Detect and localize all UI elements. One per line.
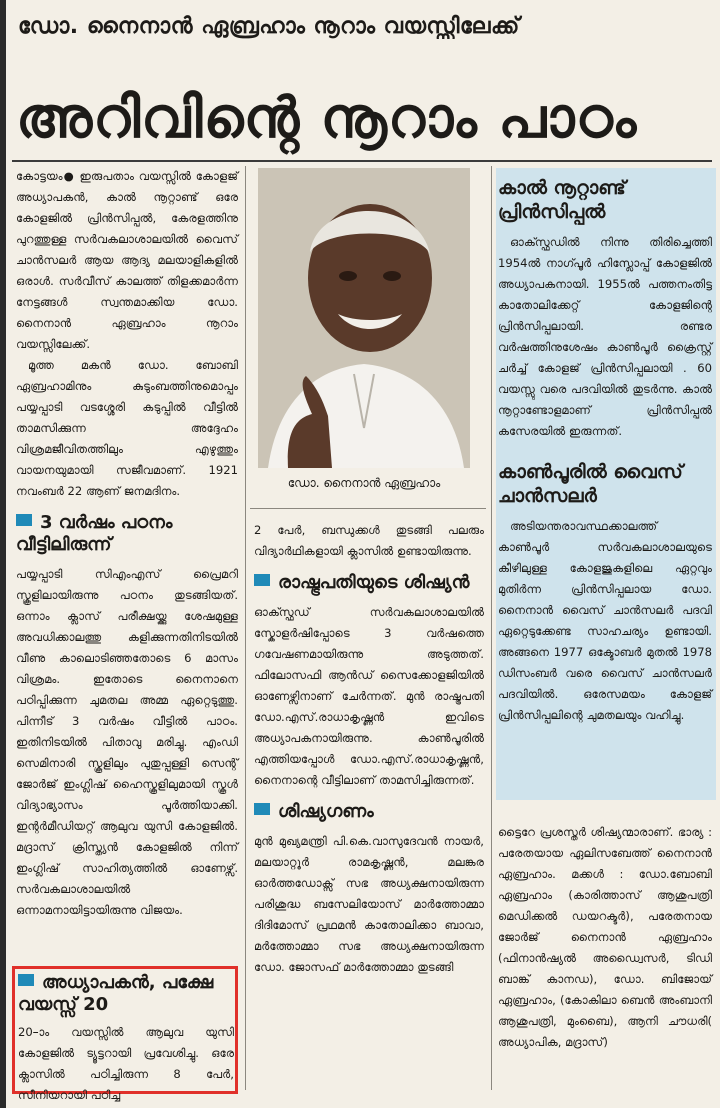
- body-paragraph: ഓക്സ്ഫഡ് സർവകലാശാലയിൽ സ്കോളർഷിപ്പോടെ 3 വർഷത്തെ ഗവേഷണമായിരുന്നു അടുത്തത്. ഫിലോസഫി ആൻഡ് സൈക്കോളജിയിൽ ഓണേഴ്സിനാണ് ചേർന്നത്. മുൻ രാഷ്ട്രപതി ഡോ.എസ്.രാധാകൃഷ്ണൻ ഇവിടെ അധ്യാപകനായിരുന്നു. കാൺപൂരിൽ എത്തിയപ്പോൾ ഡോ.എസ്.രാധാകൃഷ്ണൻ, നൈനാന്റെ വീട്ടിലാണ് താമസിച്ചിരുന്നത്.: [254, 605, 484, 787]
- square-bullet-icon: [16, 514, 32, 526]
- body-paragraph: ട്ടൈറേ പ്രശസ്തർ ശിഷ്യന്മാരാണ്. ഭാര്യ : പരേതയായ ഏലിസബേത്ത് നൈനാൻ ഏബ്രഹാം. മക്കൾ : ഡോ.ബോബി ഏബ്രഹാം (കാരിത്താസ് ആശുപത്രി മെഡിക്കൽ ഡയറക്ടർ), പരേതനായ ജോർജ് നൈനാൻ ഏബ്രഹാം (ഫിനാൻഷ്യൽ അഡ്വൈസർ, ടിഡി ബാങ്ക് കാനഡ), ഡോ. ബിജോയ് ഏബ്രഹാം, (കോകിലാ ബെൻ അംബാനി ആശുപത്രി, മുംബൈ), ആനി ചൗധരി( അധ്യാപിക, മദ്രാസ്): [498, 825, 712, 1049]
- highlight-box-content: [18, 972, 234, 1106]
- square-bullet-icon: [18, 974, 34, 986]
- intro-paragraph: കോട്ടയം● ഇരുപതാം വയസ്സിൽ കോളജ് അധ്യാപകൻ, കാൽ നൂറ്റാണ്ട് ഒരേ കോളജിൽ പ്രിൻസിപ്പൽ, കേരളത്തിനു പുറത്തുള്ള സർവകലാശാലയിൽ വൈസ് ചാൻസലർ ആയ ആദ്യ മലയാളികളിൽ ഒരാൾ. സർവീസ് കാലത്ത് തിളക്കമാർന്ന നേട്ടങ്ങൾ സ്വന്തമാക്കിയ ഡോ. നൈനാൻ ഏബ്രഹാം നൂറാം വയസ്സിലേക്ക്.: [16, 169, 238, 351]
- intro-paragraph: മൂത്ത മകൻ ഡോ. ബോബി ഏബ്രഹാമിനും കുടുംബത്തിനുമൊപ്പം പയ്യപ്പാടി വടശ്ശേരി കടുപ്പിൽ വീട്ടിൽ താമസിക്കുന്ന അദ്ദേഹം വിശ്രമജീവിതത്തിലും എഴുത്തും വായനയുമായി സജീവമാണ്. 1921 നവംബർ 22 ആണ് ജനമദിനം.: [16, 358, 238, 498]
- column-3-closing: [498, 822, 712, 1053]
- column-divider: [491, 166, 492, 1090]
- caption-rule: [250, 508, 486, 509]
- portrait-photo: [258, 168, 470, 468]
- body-paragraph: 20–ാം വയസ്സിൽ ആലുവ യുസി കോളജിൽ ട്യൂട്ടറായി പ്രവേശിച്ചു. ഒരേ ക്ലാസിൽ പഠിച്ചിരുന്ന 8 പേർ, സീനിയറായി പഠിച്ച: [18, 1025, 234, 1102]
- subheading: [18, 972, 234, 1016]
- subheading: [16, 512, 238, 556]
- column-1: [16, 166, 238, 921]
- subheading: [254, 801, 484, 823]
- headline-rule: [12, 160, 712, 162]
- sidebar-paragraph: അടിയന്തരാവസ്ഥക്കാലത്ത് കാൺപൂർ സർവകലാശാലയുടെ കീഴിലുള്ള കോളജുകളിലെ ഏറ്റവും മുതിർന്ന പ്രിൻസിപ്പലായ ഡോ. നൈനാൻ വൈസ് ചാൻസലർ പദവി ഏറ്റെടുക്കേണ്ട സാഹചര്യം ഉണ്ടായി. അങ്ങനെ 1977 ഒക്ടോബർ മുതൽ 1978 ഡിസംബർ വരെ വൈസ് ചാൻസലർ പദവിയിൽ. ഒരേസമയം കോളജ് പ്രിൻസിപ്പലിന്റെ ചുമതലയും വഹിച്ചു.: [498, 519, 712, 722]
- column-2: [254, 520, 484, 978]
- subheading-text: രാഷ്ട്രപതിയുടെ ശിഷ്യൻ: [278, 572, 470, 593]
- square-bullet-icon: [254, 803, 270, 815]
- kicker-line: ഡോ. നൈനാൻ ഏബ്രഹാം നൂറാം വയസ്സിലേക്ക്: [18, 14, 520, 39]
- subheading-text: ശിഷ്യഗണം: [278, 801, 374, 822]
- column-3: [498, 176, 712, 726]
- page-edge: [0, 0, 6, 1108]
- body-paragraph: 2 പേർ, ബന്ധുക്കൾ തുടങ്ങി പലരും വിദ്യാർഥികളായി ക്ലാസിൽ ഉണ്ടായിരുന്നു.: [254, 523, 484, 558]
- body-paragraph: പയ്യപ്പാടി സിഎംഎസ് പ്രൈമറി സ്കൂളിലായിരുന്നു പഠനം തുടങ്ങിയത്. ഒന്നാം ക്ലാസ് പരീക്ഷയ്ക്കു ശേഷമുള്ള അവധിക്കാലത്തു കളിക്കുന്നതിനിടയിൽ വീണു കാലൊടിഞ്ഞതോടെ 6 മാസം വിശ്രമം. ഇതോടെ നൈനാനെ പഠിപ്പിക്കുന്ന ചുമതല അമ്മ ഏറ്റെടുത്തു. പിന്നീട് 3 വർഷം വീട്ടിൽ പാഠം. ഇതിനിടയിൽ പിതാവു മരിച്ചു. എംഡി സെമിനാരി സ്കൂളിലും പുതുപ്പള്ളി സെന്റ് ജോർജ് ഇംഗ്ലിഷ് ഹൈസ്കൂളിലുമായി സ്കൂൾ വിദ്യാഭ്യാസം പൂർത്തിയാക്കി. ഇന്റർമീഡിയറ്റ് ആലുവ യുസി കോളജിൽ. മദ്രാസ് ക്രിസ്ത്യൻ കോളജിൽ നിന്ന് ഇംഗ്ലിഷ് സാഹിത്യത്തിൽ ഓണേഴ്സ്. സർവകലാശാലയിൽ ഒന്നാമനായിട്ടായിരുന്നു വിജയം.: [16, 567, 238, 917]
- sidebar-paragraph: ഓക്സ്ഫഡിൽ നിന്നു തിരിച്ചെത്തി 1954ൽ നാഗ്പൂർ ഹിസ്ലോപ്പ് കോളജിൽ അധ്യാപകനായി. 1955ൽ പത്തനംതിട്ട കാതോലിക്കേറ്റ് കോളജിന്റെ പ്രിൻസിപ്പലായി. രണ്ടര വർഷത്തിനുശേഷം കാൺപൂർ ക്രൈസ്റ്റ് ചർച്ച് കോളജ് പ്രിൻസിപ്പലായി . 60 വയസ്സു വരെ പദവിയിൽ തുടർന്നു. കാൽ നൂറ്റാണ്ടോളമാണ് പ്രിൻസിപ്പൽ കസേരയിൽ ഇരുന്നത്.: [498, 235, 712, 438]
- subheading-text: 3 വർഷം പഠനം വീട്ടിലിരുന്ന്: [16, 512, 173, 555]
- sidebar-heading: കാൽ നൂറ്റാണ്ട് പ്രിൻസിപ്പൽ: [498, 177, 626, 223]
- sidebar-heading: കാൺപൂരിൽ വൈസ് ചാൻസലർ: [498, 461, 683, 507]
- portrait-illustration-icon: [258, 168, 470, 468]
- square-bullet-icon: [254, 574, 270, 586]
- column-divider: [245, 166, 246, 1090]
- headline: അറിവിന്റെ നൂറാം പാഠം: [16, 86, 638, 151]
- subheading: [254, 572, 484, 594]
- photo-caption: ഡോ. നൈനാൻ ഏബ്രഹാം: [287, 476, 441, 490]
- body-paragraph: മുൻ മുഖ്യമന്ത്രി പി.കെ.വാസുദേവൻ നായർ, മലയാറ്റൂർ രാമകൃഷ്ണൻ, മലങ്കര ഓർത്തഡോക്സ് സഭ അധ്യക്ഷനായിരുന്ന പരിശുദ്ധ ബസേലിയോസ് മാർത്തോമ്മാ ദിദിമോസ് പ്രഥമൻ കാതോലിക്കാ ബാവാ, മർത്തോമ്മാ സഭ അധ്യക്ഷനായിരുന്ന ഡോ. ജോസഫ് മാർത്തോമ്മാ തുടങ്ങി: [254, 834, 484, 974]
- subheading-text: അധ്യാപകൻ, പക്ഷേ വയസ്സ് 20: [18, 972, 214, 1015]
